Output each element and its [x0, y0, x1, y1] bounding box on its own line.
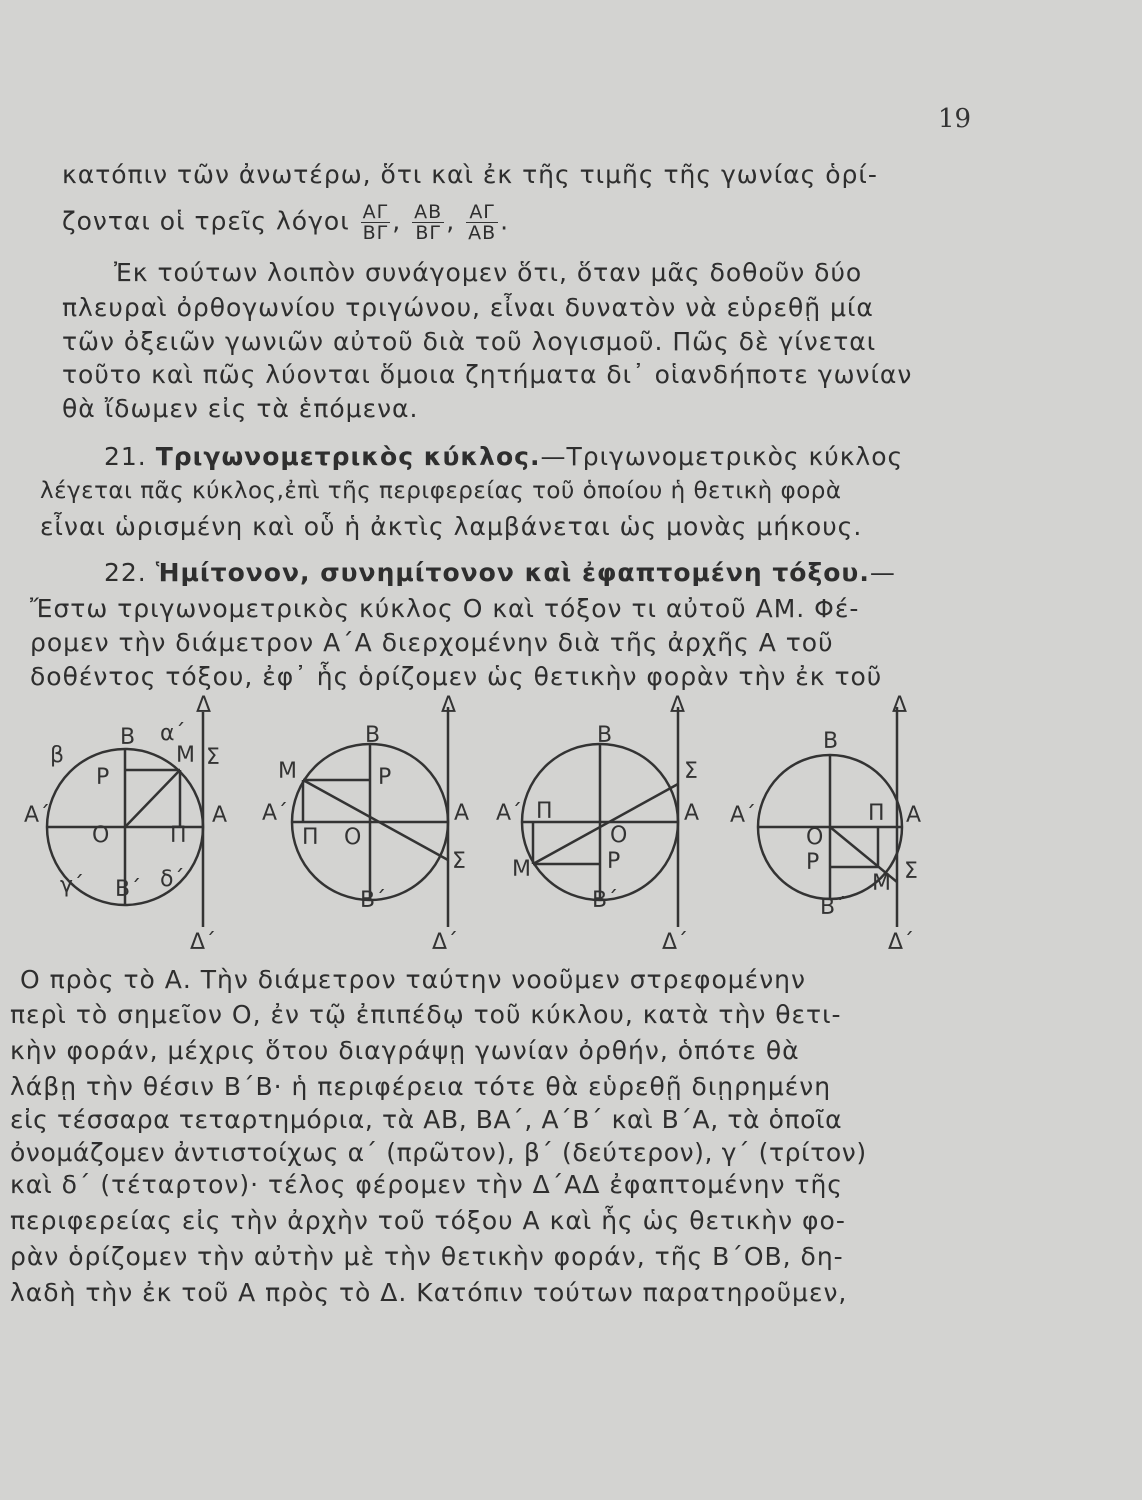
text-line-7: θὰ ἴδωμεν εἰς τὰ ἑπόμενα. [62, 394, 419, 423]
fraction-2 [412, 202, 444, 243]
fig4-label-O: Ο [806, 825, 824, 850]
after-line-4: λάβῃ τὴν θέσιν Β΄Β· ἡ περιφέρεια τότε θὰ εὑρεθῇ διῃρημένη [10, 1072, 832, 1101]
text-line-1: κατόπιν τῶν ἀνωτέρω, ὅτι καὶ ἐκ τῆς τιμῆς τῆς γωνίας ὁρί- [62, 160, 878, 189]
fig3-label-Ap: Α΄ [496, 801, 523, 826]
fig4-label-S: Σ [904, 859, 918, 884]
fig1-label-M: Μ [176, 743, 195, 768]
fraction-2-den: ΒΓ [415, 222, 441, 244]
page-number: 19 [938, 104, 972, 134]
fig2-label-S: Σ [452, 849, 466, 874]
after-line-8: περιφερείας εἰς τὴν ἀρχὴν τοῦ τόξου Α καὶ ἧς ὡς θετικὴν φο- [10, 1206, 846, 1235]
fig1-label-P: Ρ [96, 765, 110, 790]
fig3-label-M: Μ [512, 857, 531, 882]
fig2-label-D: Δ [441, 693, 457, 718]
section-21-text: —Τριγωνομετρικὸς κύκλος [540, 442, 904, 471]
fraction-1-num: ΑΓ [361, 202, 391, 223]
fig1-label-S: Σ [206, 745, 220, 770]
fig4-label-D: Δ [892, 693, 908, 718]
fig1-label-delta: δ΄ [160, 867, 185, 892]
fig2-label-B: Β [365, 723, 381, 748]
fig1-label-Pi: Π [170, 823, 187, 848]
after-line-10: λαδὴ τὴν ἐκ τοῦ Α πρὸς τὸ Δ. Κατόπιν τούτων παρατηροῦμεν, [10, 1278, 848, 1307]
section-21-line-2: λέγεται πᾶς κύκλος,ἐπὶ τῆς περιφερείας τοῦ ὁποίου ἡ θετικὴ φορὰ [40, 478, 842, 504]
fig1-label-D: Δ [196, 693, 212, 718]
fig4-label-Pi: Π [868, 801, 885, 826]
fig3-label-S: Σ [684, 759, 698, 784]
after-line-7: καὶ δ΄ (τέταρτον)· τέλος φέρομεν τὴν Δ΄ΑΔ ἐφαπτομένην τῆς [10, 1170, 843, 1199]
text-line-6: τοῦτο καὶ πῶς λύονται ὅμοια ζητήματα δι᾿ οἱανδήποτε γωνίαν [62, 360, 913, 389]
fig1-label-O: Ο [92, 823, 110, 848]
fig1-label-Bp: Β΄ [115, 877, 142, 902]
after-line-2: περὶ τὸ σημεῖον Ο, ἐν τῷ ἐπιπέδῳ τοῦ κύκλου, κατὰ τὴν θετι- [10, 1000, 842, 1029]
after-line-3: κὴν φοράν, μέχρις ὅτου διαγράψῃ γωνίαν ὀρθήν, ὁπότε θὰ [10, 1036, 800, 1065]
fig2-label-Dp: Δ΄ [432, 930, 459, 955]
section-21-title: Τριγωνομετρικὸς κύκλος. [155, 442, 541, 471]
fraction-3 [466, 202, 498, 243]
after-line-6: ὀνομάζομεν ἀντιστοίχως α΄ (πρῶτον), β΄ (δεύτερον), γ΄ (τρίτον) [10, 1138, 867, 1167]
fig3-label-Pi: Π [536, 799, 553, 824]
fig4-label-Bp: Β΄ [820, 895, 847, 920]
fig4-label-P: Ρ [806, 850, 820, 875]
section-21-line-3: εἶναι ὡρισμένη καὶ οὗ ἡ ἀκτὶς λαμβάνεται ὡς μονὰς μήκους. [40, 512, 863, 541]
text-line-5: τῶν ὀξειῶν γωνιῶν αὐτοῦ διὰ τοῦ λογισμοῦ. Πῶς δὲ γίνεται [62, 327, 877, 356]
after-line-5: εἰς τέσσαρα τεταρτημόρια, τὰ ΑΒ, ΒΑ΄, Α΄Β΄ καὶ Β΄Α, τὰ ὁποῖα [10, 1105, 843, 1134]
fig4-label-B: Β [823, 729, 839, 754]
fig1-label-Dp: Δ΄ [190, 930, 217, 955]
fig4-label-Dp: Δ΄ [888, 930, 915, 955]
fig1-label-gamma: γ΄ [60, 873, 85, 898]
fig2-label-Pi: Π [302, 825, 319, 850]
figures-svg [0, 692, 1142, 957]
after-line-9: ρὰν ὁρίζομεν τὴν αὐτὴν μὲ τὴν θετικὴν φοράν, τῆς Β΄ΟΒ, δη- [10, 1242, 844, 1271]
fig3-label-B: Β [597, 723, 613, 748]
fig2-label-P: Ρ [378, 765, 392, 790]
section-22-line-4: δοθέντος τόξου, ἐφ᾿ ἧς ὁρίζομεν ὡς θετικὴν φορὰν τὴν ἐκ τοῦ [30, 662, 883, 691]
trig-circle-figures [0, 692, 1142, 957]
fig3-label-D: Δ [670, 693, 686, 718]
text-line-4: πλευραὶ ὀρθογωνίου τριγώνου, εἶναι δυνατὸν νὰ εὑρεθῇ μία [62, 293, 874, 322]
text-line-3: Ἐκ τούτων λοιπὸν συνάγομεν ὅτι, ὅταν μᾶς δοθοῦν δύο [114, 258, 863, 287]
fraction-1 [361, 202, 391, 243]
section-22-number: 22. [104, 558, 147, 587]
fig1-label-alpha: α΄ [160, 721, 186, 746]
fig2-label-Bp: Β΄ [360, 888, 387, 913]
fig1-label-beta: β [50, 743, 65, 768]
section-22-heading [104, 558, 896, 587]
after-line-1: Ο πρὸς τὸ Α. Τὴν διάμετρον ταύτην νοοῦμεν στρεφομένην [20, 965, 806, 994]
text-line-2-words: ζονται οἱ τρεῖς λόγοι [62, 206, 350, 236]
fig2-label-A: Α [454, 801, 470, 826]
section-22-line-2: Ἔστω τριγωνομετρικὸς κύκλος Ο καὶ τόξον τι αὐτοῦ ΑΜ. Φέ- [30, 594, 860, 623]
fig2-label-Ap: Α΄ [262, 801, 289, 826]
text-line-2: ζονται οἱ τρεῖς λόγοι $\frac{A\Gamma}{B\Gamma}$ , $\frac{AB}{B\Gamma}$ , $\frac{A\Gamma}{AB}$ . [62, 201, 510, 244]
section-22-line-3: ρομεν τὴν διάμετρον Α΄Α διερχομένην διὰ τῆς ἀρχῆς Α τοῦ [30, 628, 834, 657]
fraction-3-den: ΑΒ [468, 222, 497, 244]
fig2-label-M: Μ [278, 759, 297, 784]
fig4-label-A: Α [906, 803, 922, 828]
section-21-heading [104, 442, 903, 471]
fig3-label-Dp: Δ΄ [662, 930, 689, 955]
fig1-label-Ap: Α΄ [24, 803, 51, 828]
section-22-dash: — [869, 558, 896, 587]
fig3-label-P: Ρ [607, 849, 621, 874]
fraction-1-den: ΒΓ [362, 222, 389, 244]
section-21-number: 21. [104, 442, 147, 471]
fig2-label-O: Ο [344, 825, 362, 850]
fig4-label-M: Μ [872, 871, 891, 896]
fraction-2-num: ΑΒ [414, 201, 443, 223]
fig1-label-A: Α [212, 803, 228, 828]
fig4-label-Ap: Α΄ [730, 803, 757, 828]
section-22-title: Ἡμίτονον, συνημίτονον καὶ ἐφαπτομένη τόξου. [155, 558, 870, 587]
fraction-3-num: ΑΓ [466, 202, 498, 223]
fig1-label-B: Β [120, 725, 136, 750]
fig3-label-Bp: Β΄ [592, 888, 619, 913]
fig3-label-A: Α [684, 801, 700, 826]
fig3-label-O: Ο [610, 823, 628, 848]
